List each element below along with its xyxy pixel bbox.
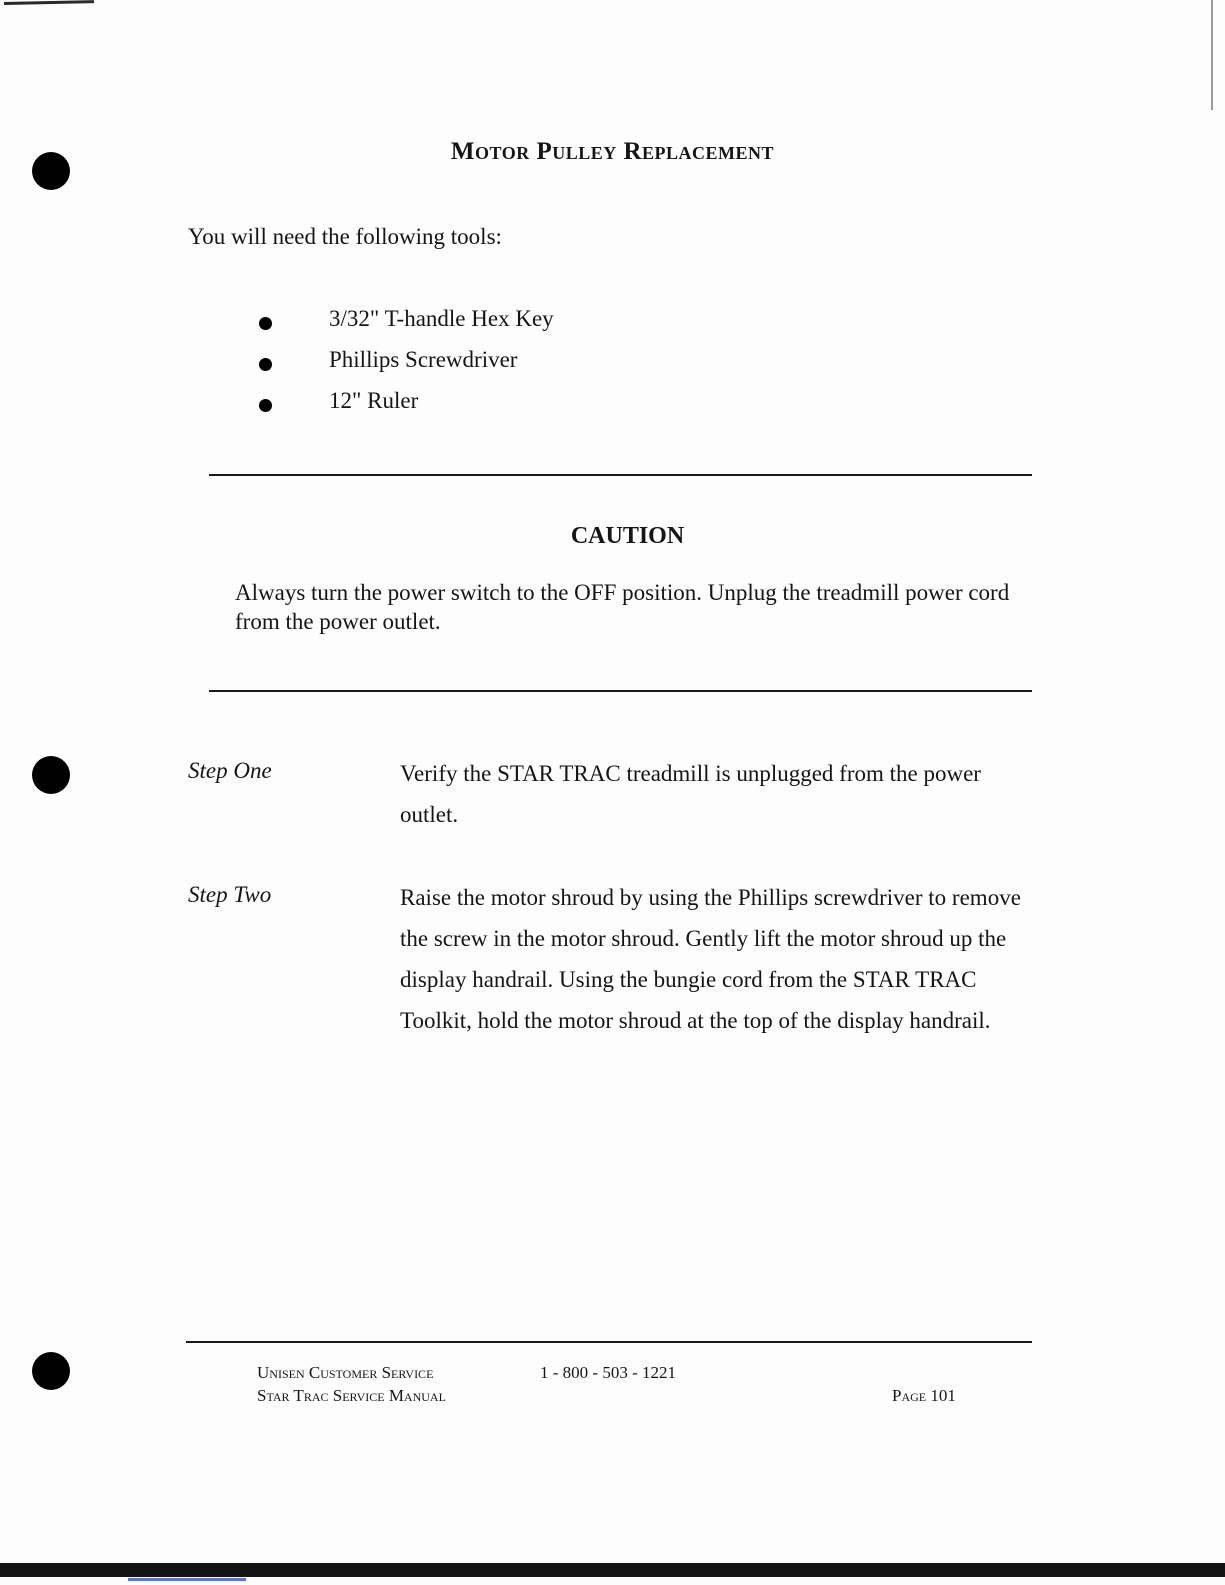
binder-hole-bottom bbox=[32, 1352, 70, 1390]
step-one-text: Verify the STAR TRAC treadmill is unplugged from the power outlet. bbox=[400, 761, 981, 827]
tool-label: 12" Ruler bbox=[329, 388, 419, 413]
scan-artifact-strip bbox=[128, 1578, 246, 1581]
scan-artifact-bottom bbox=[0, 1563, 1225, 1577]
scan-artifact-edge bbox=[1211, 0, 1213, 110]
footer-divider bbox=[186, 1341, 1032, 1343]
footer-company: Unisen Customer Service bbox=[257, 1363, 434, 1382]
step-one-label: Step One bbox=[188, 758, 272, 783]
bullet-icon bbox=[259, 399, 272, 412]
caution-top-divider bbox=[209, 474, 1032, 476]
bullet-icon bbox=[259, 358, 272, 371]
caution-bottom-divider bbox=[209, 690, 1032, 692]
bullet-icon bbox=[259, 317, 272, 330]
footer-manual: Star Trac Service Manual bbox=[257, 1386, 446, 1405]
step-two-text: Raise the motor shroud by using the Phillips screwdriver to remove the screw in the motor shroud. Gently lift the motor shroud up the display handrail. Using the bungie cord from the STAR TRAC Toolkit, hold the motor shroud at the top of the display handrail. bbox=[400, 885, 1021, 1033]
binder-hole-middle bbox=[32, 756, 70, 794]
footer-page-number: Page 101 bbox=[892, 1386, 956, 1405]
caution-heading: CAUTION bbox=[570, 523, 685, 549]
scan-artifact-top bbox=[4, 0, 94, 5]
page-title: Motor Pulley Replacement bbox=[450, 138, 775, 165]
footer-phone: 1 - 800 - 503 - 1221 bbox=[540, 1363, 676, 1382]
step-two-label: Step Two bbox=[188, 882, 272, 907]
tools-intro: You will need the following tools: bbox=[188, 224, 502, 249]
caution-text: Always turn the power switch to the OFF position. Unplug the treadmill power cord from the power outlet. bbox=[235, 580, 1010, 634]
tool-label: Phillips Screwdriver bbox=[329, 347, 518, 372]
tool-label: 3/32" T-handle Hex Key bbox=[329, 306, 554, 331]
